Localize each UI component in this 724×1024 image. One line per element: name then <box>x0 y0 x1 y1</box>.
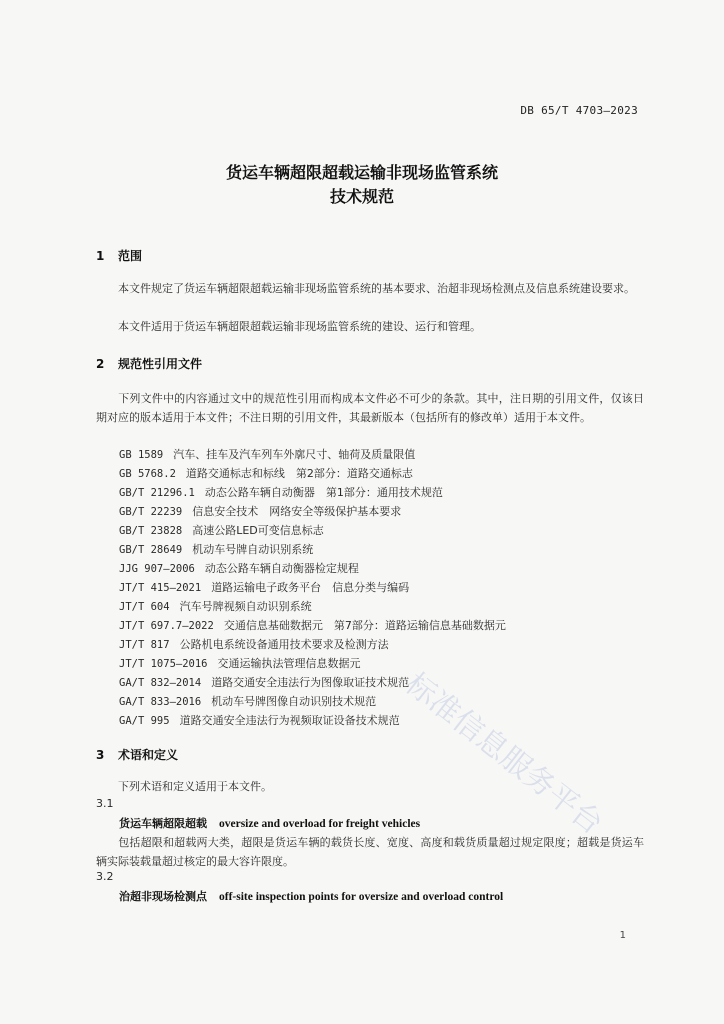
section-number: 1 <box>96 249 105 263</box>
term-heading: 货运车辆超限超载 oversize and overload for freight vehicles <box>119 817 421 830</box>
section-number: 2 <box>96 357 105 371</box>
reference-item: JT/T 1075—2016 交通运输执法管理信息数据元 <box>119 657 361 670</box>
section-title: 范围 <box>118 249 143 263</box>
reference-item: JJG 907—2006 动态公路车辆自动衡器检定规程 <box>119 562 359 575</box>
reference-item: GA/T 833—2016 机动车号牌图像自动识别技术规范 <box>119 695 377 708</box>
section-title: 术语和定义 <box>118 748 179 762</box>
reference-item: JT/T 817 公路机电系统设备通用技术要求及检测方法 <box>119 638 389 651</box>
reference-item: GB/T 28649 机动车号牌自动识别系统 <box>119 543 314 556</box>
scope-paragraph-2: 本文件适用于货运车辆超限超载运输非现场监管系统的建设、运行和管理。 <box>118 320 481 333</box>
section-3-heading <box>96 746 178 763</box>
section-2-heading <box>96 355 202 372</box>
section-title: 规范性引用文件 <box>118 357 203 371</box>
page-number: 1 <box>619 930 626 941</box>
reference-item: JT/T 604 汽车号牌视频自动识别系统 <box>119 600 312 613</box>
document-title: 货运车辆超限超载运输非现场监管系统 <box>225 163 498 182</box>
section-1-heading <box>96 247 142 264</box>
reference-item: GB/T 22239 信息安全技术 网络安全等级保护基本要求 <box>119 505 402 518</box>
references-intro: 下列文件中的内容通过文中的规范性引用而构成本文件必不可少的条款。其中，注日期的引用文件，仅该日期对应的版本适用于本文件；不注日期的引用文件，其最新版本（包括所有的修改单）适用于本文件。 <box>96 392 644 424</box>
section-number: 3 <box>96 748 105 762</box>
reference-item: GA/T 832—2014 道路交通安全违法行为图像取证技术规范 <box>119 676 410 689</box>
term-number: 3.2 <box>96 870 114 883</box>
reference-item: GB/T 21296.1 动态公路车辆自动衡器 第1部分：通用技术规范 <box>119 486 443 499</box>
standard-number: DB 65/T 4703—2023 <box>520 104 638 117</box>
watermark: 标准信息服务平台 <box>398 666 610 842</box>
scope-paragraph-1: 本文件规定了货运车辆超限超载运输非现场监管系统的基本要求、治超非现场检测点及信息系统建设要求。 <box>118 282 635 295</box>
terms-intro: 下列术语和定义适用于本文件。 <box>118 780 272 793</box>
term-definition: 包括超限和超载两大类，超限是货运车辆的载货长度、宽度、高度和载货质量超过规定限度；超载是货运车辆实际装载量超过核定的最大容许限度。 <box>96 836 644 868</box>
reference-item: GA/T 995 道路交通安全违法行为视频取证设备技术规范 <box>119 714 400 727</box>
term-heading: 治超非现场检测点 off-site inspection points for oversize and overload control <box>119 890 504 903</box>
reference-item: GB 1589 汽车、挂车及汽车列车外廓尺寸、轴荷及质量限值 <box>119 448 416 461</box>
document-subtitle: 技术规范 <box>329 187 394 206</box>
reference-item: GB/T 23828 高速公路LED可变信息标志 <box>119 524 324 537</box>
reference-item: JT/T 697.7—2022 交通信息基础数据元 第7部分：道路运输信息基础数据元 <box>119 619 506 632</box>
reference-item: JT/T 415—2021 道路运输电子政务平台 信息分类与编码 <box>119 581 410 594</box>
term-number: 3.1 <box>96 797 114 810</box>
reference-item: GB 5768.2 道路交通标志和标线 第2部分：道路交通标志 <box>119 467 413 480</box>
